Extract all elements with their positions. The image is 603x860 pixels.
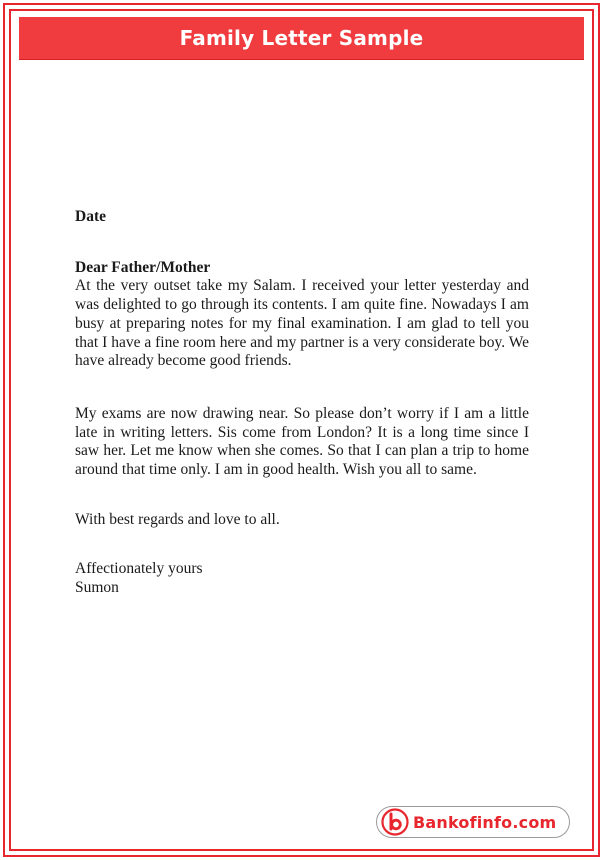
letter-signature: Sumon — [75, 579, 119, 597]
logo-text: Bankofinfo.com — [413, 812, 557, 832]
letter-paragraph-1: At the very outset take my Salam. I received your letter yesterday and was delighted to go through its contents. I am quite fine. Nowadays I am busy at preparing notes for my final examination. I am glad to tell you that I have a fine room here and my partner is a very considerate boy. We have already become good friends. — [75, 277, 529, 370]
site-logo[interactable] — [376, 806, 570, 838]
letter-closing: Affectionately yours — [75, 560, 203, 578]
letter-date-label: Date — [75, 208, 106, 225]
header-banner — [19, 17, 584, 60]
letter-paragraph-2: My exams are now drawing near. So please don’t worry if I am a little late in writing letters. Sis come from London? It is a long time since I saw her. Let me know when she comes. So that I can plan a trip to home around that time only. I am in good health. Wish you all to same. — [75, 404, 529, 479]
letter-salutation: Dear Father/Mother — [75, 258, 211, 276]
letter-closing-block — [75, 560, 529, 597]
letter-paragraph-3: With best regards and love to all. — [75, 510, 280, 528]
page-title: Family Letter Sample — [179, 26, 424, 50]
letter-body — [75, 208, 529, 598]
b-letter-logo-icon — [381, 808, 409, 836]
